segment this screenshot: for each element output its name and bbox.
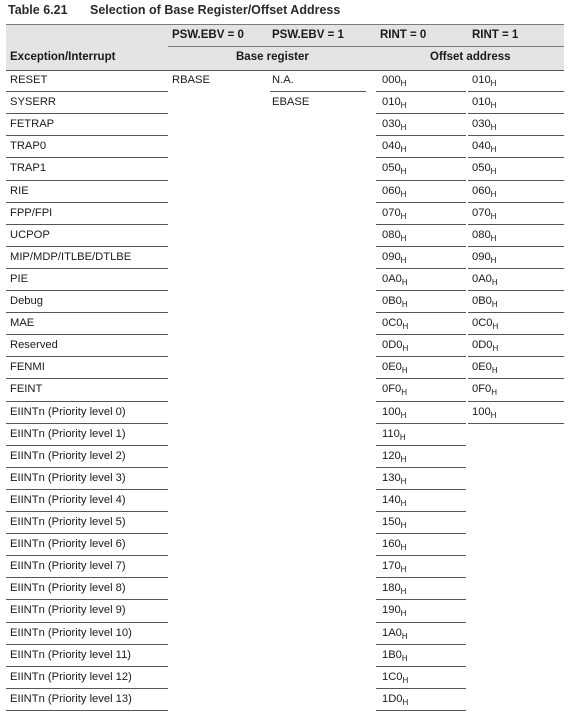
cell-rint-0-text: 000 [382, 74, 401, 86]
cell-rint-0 [382, 511, 406, 534]
table-row [0, 577, 569, 599]
table-row [0, 180, 569, 202]
cell-exception [10, 224, 50, 246]
hex-suffix: H [490, 123, 497, 133]
cell-exception [10, 135, 46, 157]
cell-rint-1 [472, 135, 496, 158]
header-exception-interrupt: Exception/Interrupt [10, 51, 116, 63]
cell-exception [10, 467, 126, 489]
hex-suffix: H [491, 388, 498, 398]
hex-suffix: H [400, 609, 407, 619]
cell-exception [10, 644, 131, 666]
hex-suffix: H [400, 565, 407, 575]
hex-suffix: H [400, 476, 407, 486]
cell-rint-0 [382, 224, 406, 247]
table-row [0, 401, 569, 423]
cell-rint-1-text: 0A0 [472, 272, 492, 285]
hex-suffix: H [490, 189, 497, 199]
cell-rint-1 [472, 268, 498, 291]
hex-suffix: H [400, 101, 407, 111]
cell-rint-0-text: 080 [382, 228, 401, 241]
cell-exception-text: PIE [10, 272, 29, 285]
header-divider [168, 46, 564, 47]
cell-rint-0 [382, 180, 406, 203]
table-row [0, 157, 569, 179]
cell-rint-0-text: 1B0 [382, 648, 402, 661]
cell-rint-1 [472, 113, 496, 136]
cell-exception-text: RESET [10, 74, 48, 86]
cell-rint-0-text: 180 [382, 582, 401, 595]
cell-exception-text: EIINTn (Priority level 3) [10, 471, 126, 484]
hex-suffix: H [490, 167, 497, 177]
cell-rint-0-text: 130 [382, 471, 401, 484]
cell-exception [10, 445, 126, 467]
table-row [0, 202, 569, 224]
cell-rint-1-text: 0F0 [472, 383, 492, 396]
cell-rint-1-text: 070 [472, 206, 491, 219]
cell-rint-1 [472, 246, 496, 269]
cell-psw-ebv-1-text: N.A. [272, 74, 294, 86]
cell-exception [10, 489, 126, 511]
cell-rint-0-text: 150 [382, 516, 401, 528]
hex-suffix: H [400, 498, 407, 508]
cell-exception [10, 246, 131, 268]
cell-exception [10, 268, 28, 290]
cell-rint-1-text: 080 [472, 228, 491, 241]
table-row [0, 644, 569, 666]
cell-exception-text: UCPOP [10, 228, 50, 241]
header-rint-1: RINT = 1 [472, 29, 519, 41]
cell-rint-1-text: 0B0 [472, 295, 492, 307]
cell-exception-text: Debug [10, 295, 43, 307]
cell-rint-1 [472, 180, 496, 203]
cell-psw-ebv-0 [172, 69, 210, 91]
hex-suffix: H [402, 675, 409, 685]
hex-suffix: H [400, 410, 407, 420]
cell-exception-text: EIINTn (Priority level 12) [10, 670, 132, 683]
cell-rint-0-text: 120 [382, 449, 401, 462]
hex-suffix: H [492, 322, 499, 332]
cell-rint-1-text: 090 [472, 250, 491, 263]
cell-rint-0-text: 0C0 [382, 317, 403, 330]
cell-exception [10, 666, 132, 688]
table-row [0, 290, 569, 312]
hex-suffix: H [400, 145, 407, 155]
cell-exception [10, 599, 126, 621]
cell-exception-text: EIINTn (Priority level 10) [10, 626, 132, 639]
table-row [0, 312, 569, 334]
cell-rint-0-text: 030 [382, 118, 401, 131]
cell-rint-1 [472, 224, 496, 247]
table-row [0, 445, 569, 467]
cell-psw-ebv-1 [272, 69, 294, 91]
hex-suffix: H [400, 255, 407, 265]
hex-suffix: H [400, 189, 407, 199]
table-row [0, 511, 569, 533]
cell-rint-1 [472, 312, 498, 335]
cell-exception-text: FENMI [10, 361, 45, 374]
cell-exception [10, 533, 126, 555]
cell-rint-0-text: 0E0 [382, 361, 402, 374]
table-row [0, 69, 569, 91]
table-row [0, 268, 569, 290]
table-row [0, 467, 569, 489]
cell-rint-0 [382, 401, 406, 424]
cell-exception-text: FETRAP [10, 118, 55, 131]
cell-rint-0 [382, 113, 406, 136]
cell-rint-0 [382, 91, 406, 114]
table-row [0, 113, 569, 135]
cell-rint-1-text: 050 [472, 162, 491, 175]
cell-rint-0 [382, 290, 408, 313]
cell-rint-0-text: 1D0 [382, 692, 403, 705]
table-row [0, 622, 569, 644]
cell-exception [10, 69, 47, 91]
cell-rint-0 [382, 666, 408, 689]
hex-suffix: H [490, 410, 497, 420]
hex-suffix: H [492, 344, 499, 354]
table-row [0, 135, 569, 157]
cell-psw-ebv-1 [272, 91, 309, 113]
hex-suffix: H [400, 587, 407, 597]
hex-suffix: H [402, 344, 409, 354]
cell-rint-0 [382, 445, 406, 468]
cell-rint-0-text: 160 [382, 538, 401, 551]
cell-rint-0 [382, 622, 408, 645]
hex-suffix: H [490, 211, 497, 221]
cell-rint-0-text: 190 [382, 604, 401, 617]
hex-suffix: H [490, 255, 497, 265]
cell-rint-0-text: 0A0 [382, 272, 402, 285]
cell-exception-text: FEINT [10, 383, 43, 396]
cell-rint-1-text: 0D0 [472, 339, 493, 352]
cell-rint-1 [472, 334, 498, 357]
cell-exception [10, 401, 126, 423]
cell-rint-1-text: 030 [472, 118, 491, 131]
cell-exception-text: MIP/MDP/ITLBE/DTLBE [10, 250, 132, 263]
cell-rint-1-text: 100 [472, 405, 491, 418]
cell-rint-1 [472, 356, 498, 379]
hex-suffix: H [401, 653, 408, 663]
table-row [0, 378, 569, 400]
cell-exception-text: RIE [10, 184, 29, 197]
hex-suffix: H [491, 300, 498, 309]
hex-suffix: H [400, 233, 407, 243]
cell-rint-0-text: 140 [382, 493, 401, 506]
table-row [0, 533, 569, 555]
cell-rint-0 [382, 467, 406, 490]
hex-suffix: H [490, 233, 497, 243]
cell-rint-0-text: 010 [382, 96, 401, 109]
cell-rint-0-text: 100 [382, 405, 401, 418]
cell-exception-text: EIINTn (Priority level 7) [10, 560, 126, 573]
cell-exception-text: FPP/FPI [10, 206, 53, 219]
cell-exception [10, 577, 126, 599]
hex-suffix: H [401, 300, 408, 309]
hex-suffix: H [400, 123, 407, 133]
cell-exception [10, 290, 43, 312]
cell-rint-1-text: 0C0 [472, 317, 493, 330]
cell-rint-1-text: 010 [472, 74, 491, 86]
cell-exception-text: EIINTn (Priority level 13) [10, 692, 132, 705]
cell-rint-0-text: 0D0 [382, 339, 403, 352]
cell-rint-1 [472, 69, 496, 92]
cell-rint-1-text: 040 [472, 140, 491, 153]
cell-exception [10, 378, 42, 400]
cell-rint-0-text: 090 [382, 250, 401, 263]
cell-rint-0-text: 040 [382, 140, 401, 153]
hex-suffix: H [491, 277, 498, 287]
cell-rint-1 [472, 401, 496, 424]
cell-psw-ebv-0-text: RBASE [172, 74, 210, 86]
hex-suffix: H [400, 167, 407, 177]
cell-exception-text: EIINTn (Priority level 2) [10, 449, 126, 462]
cell-rint-0-text: 060 [382, 184, 401, 197]
cell-rint-0-text: 050 [382, 162, 401, 175]
table-row [0, 688, 569, 710]
cell-rint-0-text: 1A0 [382, 626, 402, 639]
table-row [0, 334, 569, 356]
cell-rint-0 [382, 423, 406, 446]
cell-rint-0 [382, 533, 406, 556]
cell-exception-text: EIINTn (Priority level 9) [10, 604, 126, 617]
table-caption [8, 3, 340, 17]
cell-exception [10, 423, 126, 445]
cell-exception-text: EIINTn (Priority level 1) [10, 427, 126, 440]
table-title: Selection of Base Register/Offset Address [90, 3, 341, 17]
hex-suffix: H [490, 101, 497, 111]
header-rint-0: RINT = 0 [380, 29, 427, 41]
table-row [0, 599, 569, 621]
table-row [0, 423, 569, 445]
table-row [0, 666, 569, 688]
table-row [0, 356, 569, 378]
cell-exception-text: TRAP0 [10, 140, 47, 153]
cell-rint-1 [472, 378, 497, 401]
hex-suffix: H [491, 366, 498, 376]
hex-suffix: H [401, 388, 408, 398]
cell-exception [10, 312, 34, 334]
cell-exception-text: EIINTn (Priority level 5) [10, 516, 126, 528]
cell-rint-0 [382, 157, 406, 180]
header-base-register: Base register [236, 51, 309, 63]
cell-exception [10, 555, 126, 577]
cell-rint-0-text: 170 [382, 560, 401, 573]
cell-rint-0-text: 0B0 [382, 295, 402, 307]
hex-suffix: H [402, 697, 409, 707]
hex-suffix: H [401, 277, 408, 287]
cell-rint-0 [382, 135, 406, 158]
cell-rint-0-text: 070 [382, 206, 401, 219]
cell-rint-0 [382, 246, 406, 269]
cell-rint-0 [382, 644, 408, 667]
cell-exception-text: SYSERR [10, 96, 57, 109]
hex-suffix: H [400, 211, 407, 221]
table-number: Table 6.21 [8, 3, 68, 17]
cell-exception [10, 91, 56, 113]
cell-rint-1-text: 010 [472, 96, 491, 109]
cell-rint-1 [472, 202, 496, 225]
cell-rint-0 [382, 268, 408, 291]
cell-rint-1-text: 060 [472, 184, 491, 197]
cell-exception [10, 334, 58, 356]
cell-rint-1 [472, 91, 496, 114]
hex-suffix: H [402, 322, 409, 332]
cell-rint-0 [382, 202, 406, 225]
table-row [0, 91, 569, 113]
cell-exception-text: EIINTn (Priority level 0) [10, 405, 126, 418]
cell-rint-0 [382, 356, 408, 379]
cell-rint-0 [382, 312, 408, 335]
cell-exception [10, 113, 54, 135]
cell-rint-0-text: 1C0 [382, 670, 403, 683]
cell-rint-0 [382, 489, 406, 512]
hex-suffix: H [400, 79, 407, 88]
table-row [0, 555, 569, 577]
hex-suffix: H [400, 454, 407, 464]
cell-exception [10, 356, 45, 378]
table-row [0, 489, 569, 511]
cell-rint-0 [382, 69, 406, 92]
cell-exception [10, 157, 46, 179]
cell-rint-1-text: 0E0 [472, 361, 492, 374]
cell-exception-text: EIINTn (Priority level 11) [10, 648, 132, 661]
cell-exception-text: EIINTn (Priority level 4) [10, 493, 126, 506]
cell-rint-0 [382, 378, 407, 401]
cell-exception [10, 202, 52, 224]
cell-exception-text: MAE [10, 317, 35, 330]
hex-suffix: H [490, 79, 497, 88]
cell-exception-text: Reserved [10, 339, 58, 352]
hex-suffix: H [401, 366, 408, 376]
hex-suffix: H [490, 145, 497, 155]
table-row [0, 246, 569, 268]
cell-exception [10, 511, 126, 533]
cell-rint-0 [382, 577, 406, 600]
cell-rint-1 [472, 290, 498, 313]
hex-suffix: H [400, 543, 407, 553]
cell-rint-0-text: 0F0 [382, 383, 402, 396]
header-psw-ebv-1: PSW.EBV = 1 [272, 29, 344, 41]
cell-rint-0 [382, 555, 406, 578]
table-row [0, 224, 569, 246]
cell-exception-text: TRAP1 [10, 162, 47, 175]
header-psw-ebv-0: PSW.EBV = 0 [172, 29, 244, 41]
cell-exception [10, 688, 132, 710]
cell-exception [10, 180, 29, 202]
hex-suffix: H [401, 631, 408, 641]
cell-rint-0 [382, 599, 406, 622]
hex-suffix: H [400, 521, 407, 530]
cell-rint-0 [382, 334, 408, 357]
cell-exception [10, 622, 132, 644]
cell-psw-ebv-1-text: EBASE [272, 96, 310, 109]
cell-rint-0 [382, 688, 408, 711]
cell-exception-text: EIINTn (Priority level 8) [10, 582, 126, 595]
cell-exception-text: EIINTn (Priority level 6) [10, 538, 126, 551]
header-offset-address: Offset address [430, 51, 511, 63]
cell-rint-0-text: 110 [382, 427, 400, 440]
cell-rint-1 [472, 157, 496, 180]
hex-suffix: H [399, 432, 406, 442]
